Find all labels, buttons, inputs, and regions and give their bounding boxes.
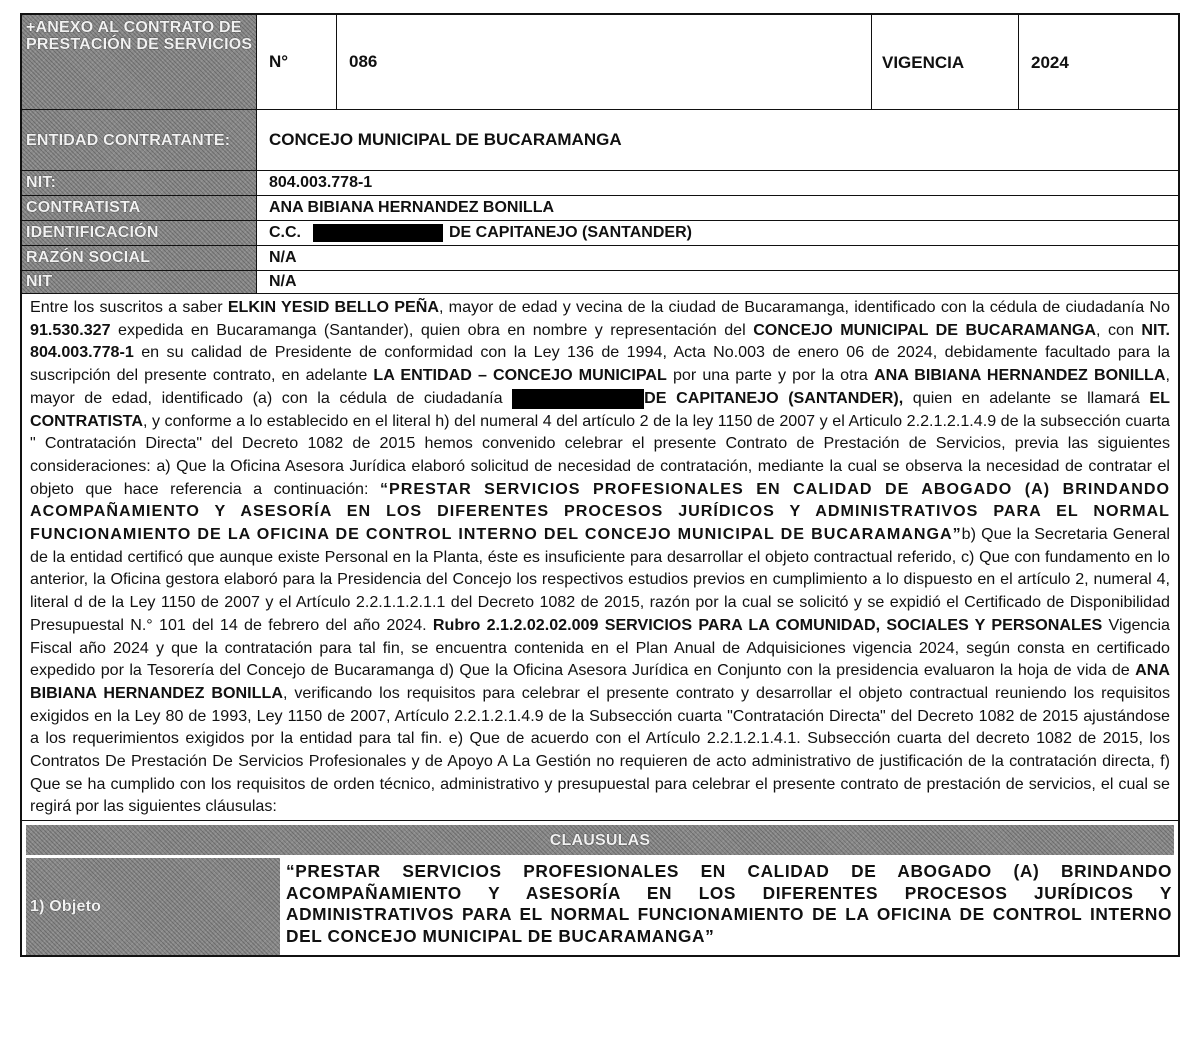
body-text: Entre los suscritos a saber <box>30 298 228 316</box>
identificacion-suffix: DE CAPITANEJO (SANTANDER) <box>449 224 692 241</box>
contractor-designation: EL CONTRATISTA <box>30 388 1170 430</box>
vigencia-value: 2024 <box>1031 53 1069 72</box>
clausulas-row <box>22 821 1178 855</box>
body-text: , mayor de edad, identificado (a) con la cédula de ciudadanía <box>30 366 1170 407</box>
contract-object-quote: “PRESTAR SERVICIOS PROFESIONALES EN CALIDAD DE ABOGADO (A) BRINDANDO ACOMPAÑAMIENTO Y ASESORÍA EN LOS DIFERENTES PROCESOS JURÍDICOS Y ADMINISTRATIVOS PARA EL NORMAL FUNCIONAMIENTO DE LA OFICINA DE CONTROL INTERNO DEL CONCEJO MUNICIPAL DE BUCARAMANGA” <box>30 479 1170 544</box>
nit-label: NIT: <box>22 171 257 195</box>
entity-nit: NIT. 804.003.778-1 <box>30 320 1170 362</box>
contratista-value: ANA BIBIANA HERNANDEZ BONILLA <box>269 199 555 216</box>
numero-value: 086 <box>337 15 872 109</box>
budget-line: Rubro 2.1.2.02.02.009 SERVICIOS PARA LA COMUNIDAD, SOCIALES Y PERSONALES <box>432 615 1103 634</box>
entidad-label: ENTIDAD CONTRATANTE: <box>22 110 257 170</box>
identificacion-prefix: C.C. <box>269 224 301 241</box>
contract-body-paragraph <box>22 294 1178 821</box>
redacted-id-block <box>512 389 644 409</box>
razon-social-label: RAZÓN SOCIAL <box>22 246 257 270</box>
objeto-label: 1) Objeto <box>26 858 280 955</box>
numero-label: N° <box>257 15 337 109</box>
contratista-label: CONTRATISTA <box>22 196 257 220</box>
body-text: , verificando los requisitos para celebrar el presente contrato y desarrollar el objeto contractual reuniendo los requisitos exigidos en la Ley 80 de 1993, Ley 1150 de 2007, Artículo 2.2.1.2.1.4.9 de la Subsección cuarta "Contratación Directa" del Decreto 1082 de 2015 ajustándose a los requerimientos exigidos por la entidad para tal fin. e) Que de acuerdo con el Artículo 2.2.1.2.1.4.1. Subsección cuarta del decreto 1082 de 2015, los Contratos De Prestación De Servicios Profesionales y de Apoyo A La Gestión no requieren de acto administrativo de justificación de la contratación directa, f) Que se ha cumplido con los requisitos de orden técnico, administrativo y presupuestal para celebrar el presente contrato de prestación de servicios, el cual se regirá por las siguientes cláusulas: <box>30 683 1171 816</box>
nit-secondary-row <box>22 271 1178 294</box>
body-text: en su calidad de Presidente de conformidad con la Ley 136 de 1994, Acta No.003 de enero 06 de 2024, debidamente facultado para la suscripción del presente contrato, en adelante <box>30 343 1170 385</box>
president-id: 91.530.327 <box>30 320 111 339</box>
nit-secondary-value: N/A <box>269 273 297 290</box>
header-row <box>22 15 1178 110</box>
nit-secondary-label: NIT <box>22 271 257 293</box>
razon-social-value: N/A <box>269 249 297 266</box>
objeto-row <box>22 855 1178 955</box>
contratista-row <box>22 196 1178 221</box>
body-text: Vigencia Fiscal año 2024 y que la contratación para tal fin, se encuentra contenida en el Plan Anual de Adquisiciones vigencia 2024, según consta en certificado expedido por la Tesorería del Concejo de Bucaramanga d) Que la Oficina Asesora Jurídica en Conjunto con la presidencia evaluaron la hoja de vida de <box>30 615 1170 680</box>
entity-designation: LA ENTIDAD – CONCEJO MUNICIPAL <box>373 366 667 385</box>
contractor-name: ANA BIBIANA HERNANDEZ BONILLA <box>873 366 1166 385</box>
body-text: , y conforme a lo establecido en el literal h) del numeral 4 del artículo 2 de la ley 1150 de 2007 y el Articulo 2.2.1.2.1.4.9 de la subsección cuarta " Contratación Directa" del Decreto 1082 de 2015 hemos convenido celebrar el presente Contrato de Prestación de Servicios, previa las siguientes consideraciones: a) Que la Oficina Asesora Jurídica elaboró solicitud de necesidad de contratación, mediante la cual se observa la necesidad de contratar el objeto que hace referencia a continuación: <box>30 411 1170 498</box>
contractor-origin: DE CAPITANEJO (SANTANDER), <box>644 388 904 407</box>
objeto-value: “PRESTAR SERVICIOS PROFESIONALES EN CALIDAD DE ABOGADO (A) BRINDANDO ACOMPAÑAMIENTO Y ASESORÍA EN LOS DIFERENTES PROCESOS JURÍDICOS Y ADMINISTRATIVOS PARA EL NORMAL FUNCIONAMIENTO DE LA OFICINA DE CONTROL INTERNO DEL CONCEJO MUNICIPAL DE BUCARAMANGA” <box>286 861 1172 946</box>
identificacion-label: IDENTIFICACIÓN <box>22 221 257 245</box>
vigencia-label: VIGENCIA <box>872 15 1019 109</box>
body-text: , mayor de edad y vecina de la ciudad de Bucaramanga, identificado con la cédula de ciudadanía No <box>438 298 1170 316</box>
redacted-id-block <box>313 224 443 242</box>
identificacion-row <box>22 221 1178 246</box>
razon-social-row <box>22 246 1178 271</box>
body-text: quien en adelante se llamará <box>903 388 1150 407</box>
entidad-row <box>22 110 1178 171</box>
entity-name: CONCEJO MUNICIPAL DE BUCARAMANGA <box>753 320 1096 339</box>
entidad-value: CONCEJO MUNICIPAL DE BUCARAMANGA <box>269 130 622 149</box>
body-text: b) Que la Secretaria General de la entidad certificó que aunque existe Personal en la Planta, éste es insuficiente para desarrollar el objeto contractual referido, c) Que con fundamento en lo anterior, la Oficina gestora elaboró para la Presidencia del Concejo los respectivos estudios previos en cumplimiento a lo dispuesto en el artículo 2, numeral 4, literal d de la Ley 1150 de 2007 y el Artículo 2.2.1.1.2.1.1 del Decreto 1082 de 2015, razón por la cual se solicitó y se expidió el Certificado de Disponibilidad Presupuestal N.° 101 del 14 de febrero del año 2024. <box>30 525 1170 634</box>
president-name: ELKIN YESID BELLO PEÑA <box>227 298 439 316</box>
body-text: expedida en Bucaramanga (Santander), quien obra en nombre y representación del <box>110 320 754 339</box>
body-text: , con <box>1096 320 1142 339</box>
contract-annex-document <box>20 13 1180 957</box>
contractor-name: ANA BIBIANA HERNANDEZ BONILLA <box>30 661 1170 702</box>
identificacion-value <box>257 221 1178 245</box>
clausulas-title: CLAUSULAS <box>26 825 1174 855</box>
anexo-label: +ANEXO AL CONTRATO DE PRESTACIÓN DE SERVICIOS <box>22 15 257 109</box>
nit-value: 804.003.778-1 <box>269 174 373 191</box>
body-text: por una parte y por la otra <box>666 366 874 385</box>
nit-row <box>22 171 1178 196</box>
